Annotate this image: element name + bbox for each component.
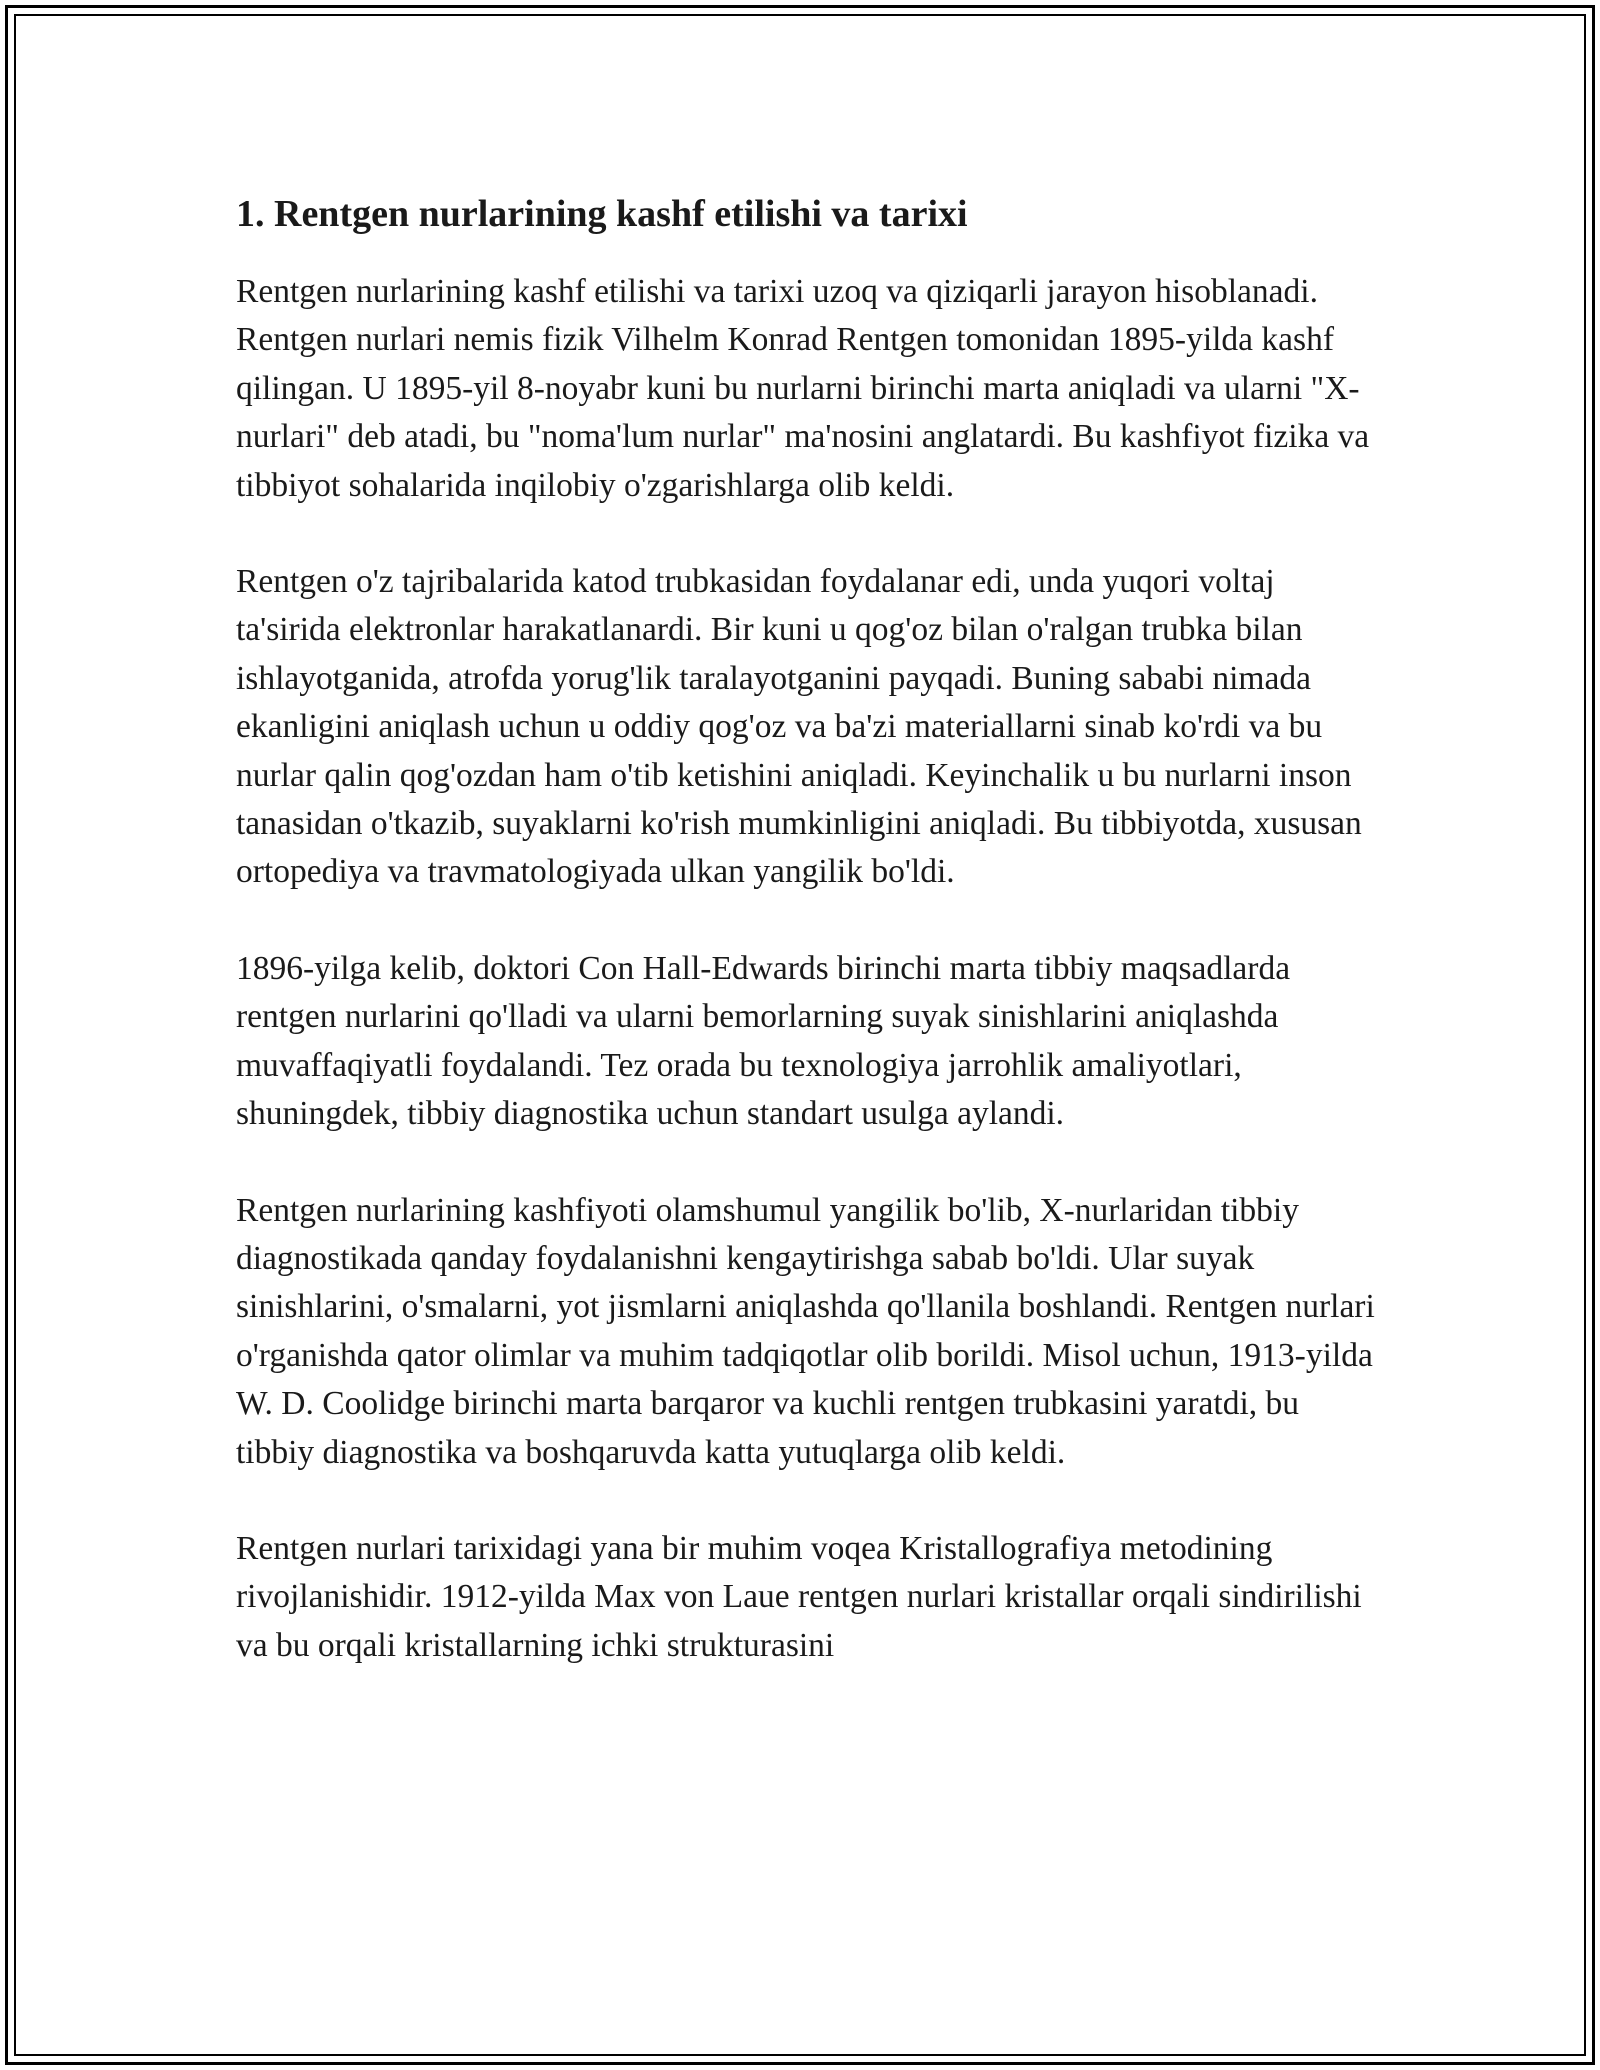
paragraph-medical-use: 1896-yilga kelib, doktori Con Hall-Edwards birinchi marta tibbiy maqsadlarda rentgen nurlarini qo'lladi va ularni bemorlarning suyak sinishlarini aniqlashda muvaffaqiyatli foydalandi. Tez orada bu texnologiya jarrohlik amaliyotlari, shuningdek, tibbiy diagnostika uchun standart usulga aylandi.	[236, 949, 1291, 1133]
section-heading: 1. Rentgen nurlarining kashf etilishi va tarixi	[236, 193, 968, 235]
paragraph-experiments: Rentgen o'z tajribalarida katod trubkasidan foydalanar edi, unda yuqori voltaj ta'sirida elektronlar harakatlanardi. Bir kuni u qog'oz bilan o'ralgan trubka bilan ishlayotganida, atrofda yorug'lik taralayotganini payqadi. Buning sababi nimada ekanligini aniqlash uchun u oddiy qog'oz va ba'zi materiallarni sinab ko'rdi va bu nurlar qalin qog'ozdan ham o'tib ketishini aniqladi. Keyinchalik u bu nurlarni inson tanasidan o'tkazib, suyaklarni ko'rish mumkinligini aniqladi. Bu tibbiyotda, xususan ortopediya va travmatologiyada ulkan yangilik bo'ldi.	[236, 563, 1362, 891]
paragraph-discovery: Rentgen nurlarining kashf etilishi va tarixi uzoq va qiziqarli jarayon hisoblanadi. Rentgen nurlari nemis fizik Vilhelm Konrad Rentgen tomonidan 1895-yilda kashf qilingan. U 1895-yil 8-noyabr kuni bu nurlarni birinchi marta aniqladi va ularni "X-nurlari" deb atadi, bu "noma'lum nurlar" ma'nosini anglatardi. Bu kashfiyot fizika va tibbiyot sohalarida inqilobiy o'zgarishlarga olib keldi.	[236, 273, 1370, 504]
paragraph-diagnostics: Rentgen nurlarining kashfiyoti olamshumul yangilik bo'lib, X-nurlaridan tibbiy diagnostikada qanday foydalanishni kengaytirishga sabab bo'ldi. Ular suyak sinishlarini, o'smalarni, yot jismlarni aniqlashda qo'llanila boshlandi. Rentgen nurlari o'rganishda qator olimlar va muhim tadqiqotlar olib borildi. Misol uchun, 1913-yilda W. D. Coolidge birinchi marta barqaror va kuchli rentgen trubkasini yaratdi, bu tibbiy diagnostika va boshqaruvda katta yutuqlarga olib keldi.	[236, 1191, 1375, 1471]
paragraph-crystallography: Rentgen nurlari tarixidagi yana bir muhim voqea Kristallografiya metodining rivojlanishidir. 1912-yilda Max von Laue rentgen nurlari kristallar orqali sindirilishi va bu orqali kristallarning ichki strukturasini	[236, 1529, 1362, 1664]
document-body	[236, 186, 1376, 1718]
